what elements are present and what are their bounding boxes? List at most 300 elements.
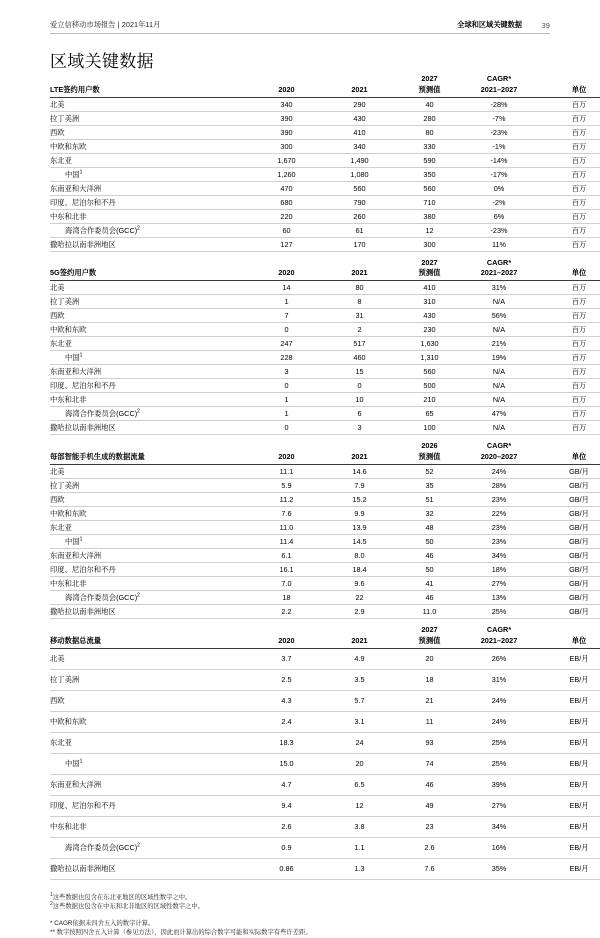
row-label: 撒哈拉以南非洲地区 [50, 237, 250, 251]
cell-unit: EB/月 [535, 816, 600, 837]
cell-cagr: -23% [463, 125, 535, 139]
cell-unit: 百万 [535, 351, 600, 365]
table-row [50, 139, 600, 153]
column-header-cagr-range: 2020–2027 [463, 452, 535, 465]
cell-2021: 1.1 [323, 837, 396, 858]
cell-2020: 470 [250, 181, 323, 195]
column-header-2020: 2020 [250, 636, 323, 649]
cell-unit: 百万 [535, 281, 600, 295]
row-label: 中欧和东欧 [50, 323, 250, 337]
cagr-header: CAGR* [486, 625, 512, 635]
cell-cagr: -14% [463, 153, 535, 167]
table-row [50, 237, 600, 251]
cell-2021: 3.1 [323, 711, 396, 732]
row-label: 北美 [50, 648, 250, 669]
cell-2021: 5.7 [323, 690, 396, 711]
tables-container [50, 74, 589, 880]
table-row [50, 507, 600, 521]
row-label: 西欧 [50, 493, 250, 507]
cell-cagr: 23% [463, 521, 535, 535]
cell-2020: 4.7 [250, 774, 323, 795]
table-row [50, 648, 600, 669]
column-header-unit: 单位 [535, 268, 600, 281]
cell-cagr: -28% [463, 97, 535, 111]
row-label: 中欧和东欧 [50, 139, 250, 153]
cell-unit: EB/月 [535, 774, 600, 795]
column-header-2020: 2020 [250, 268, 323, 281]
cell-2021: 9.9 [323, 507, 396, 521]
cell-2021: 15 [323, 365, 396, 379]
column-header-forecast: 预测值 [396, 268, 463, 281]
cell-2020: 11.0 [250, 521, 323, 535]
cell-forecast: 11 [396, 711, 463, 732]
cell-unit: 百万 [535, 323, 600, 337]
cell-forecast: 46 [396, 591, 463, 605]
cell-forecast: 230 [396, 323, 463, 337]
cell-unit: EB/月 [535, 669, 600, 690]
cell-unit: 百万 [535, 365, 600, 379]
cell-forecast: 18 [396, 669, 463, 690]
cell-unit: GB/月 [535, 577, 600, 591]
footnote-2-text: 这些数据也包含在中东和北非地区的区域性数字之中。 [52, 903, 204, 911]
superheader-blank-unit [535, 625, 600, 636]
cell-cagr: 47% [463, 407, 535, 421]
table-row [50, 690, 600, 711]
cell-2021: 430 [323, 111, 396, 125]
cell-forecast: 710 [396, 195, 463, 209]
cell-unit: 百万 [535, 309, 600, 323]
table-row [50, 365, 600, 379]
table-row [50, 421, 600, 435]
cell-2021: 3 [323, 421, 396, 435]
row-label: 拉丁美洲 [50, 295, 250, 309]
footnote-1 [50, 893, 550, 903]
table-header [50, 441, 600, 464]
cell-2020: 2.5 [250, 669, 323, 690]
table-row [50, 774, 600, 795]
table-row [50, 732, 600, 753]
cell-forecast: 380 [396, 209, 463, 223]
cell-cagr: 34% [463, 816, 535, 837]
cell-unit: 百万 [535, 379, 600, 393]
running-header [50, 0, 550, 34]
row-label: 撒哈拉以南非洲地区 [50, 858, 250, 879]
row-label: 中国$^1$ [50, 167, 250, 181]
cell-cagr: 13% [463, 591, 535, 605]
table-row [50, 479, 600, 493]
table-body [50, 97, 600, 251]
cell-forecast: 74 [396, 753, 463, 774]
table-row [50, 337, 600, 351]
column-header-cagr-range: 2021–2027 [463, 85, 535, 98]
cell-unit: GB/月 [535, 493, 600, 507]
table-row [50, 521, 600, 535]
report-title: 爱立信移动市场报告 | 2021年11月 [50, 20, 161, 29]
cell-unit: 百万 [535, 337, 600, 351]
cell-2021: 260 [323, 209, 396, 223]
cell-cagr: 23% [463, 535, 535, 549]
column-header-category: LTE签约用户数 [50, 85, 250, 98]
cell-2021: 10 [323, 393, 396, 407]
table-row [50, 669, 600, 690]
table-header-row [50, 636, 600, 649]
cell-2020: 4.3 [250, 690, 323, 711]
table-header [50, 74, 600, 97]
table-row [50, 837, 600, 858]
cell-unit: GB/月 [535, 549, 600, 563]
cell-forecast: 48 [396, 521, 463, 535]
cell-2020: 1 [250, 393, 323, 407]
row-label: 东北亚 [50, 153, 250, 167]
cell-cagr: 27% [463, 795, 535, 816]
table-row [50, 711, 600, 732]
cell-2020: 6.1 [250, 549, 323, 563]
table-superheader-row [50, 258, 600, 269]
cell-unit: 百万 [535, 421, 600, 435]
section-title: 全球和区域关键数据 [457, 20, 522, 29]
footnote-1-text: 这些数据也包含在东北亚地区的区域性数字之中。 [52, 893, 192, 901]
table-body [50, 281, 600, 435]
cell-forecast: 50 [396, 563, 463, 577]
table-header [50, 258, 600, 281]
table-row [50, 111, 600, 125]
table-total-mobile-data-traffic [50, 625, 600, 880]
table-row [50, 281, 600, 295]
row-label: 东北亚 [50, 337, 250, 351]
cell-2020: 390 [250, 111, 323, 125]
row-label: 东南亚和大洋洲 [50, 774, 250, 795]
cell-unit: EB/月 [535, 648, 600, 669]
cell-2020: 11.4 [250, 535, 323, 549]
cell-2020: 7 [250, 309, 323, 323]
table-row [50, 465, 600, 479]
cell-forecast: 1,310 [396, 351, 463, 365]
cell-2021: 410 [323, 125, 396, 139]
row-label: 印度、尼泊尔和不丹 [50, 795, 250, 816]
cell-unit: GB/月 [535, 521, 600, 535]
table-superheader-row [50, 625, 600, 636]
cell-2021: 8 [323, 295, 396, 309]
cell-cagr: 0% [463, 181, 535, 195]
cell-unit: GB/月 [535, 591, 600, 605]
column-header-category: 5G签约用户数 [50, 268, 250, 281]
table-header-row [50, 452, 600, 465]
row-label: 东北亚 [50, 732, 250, 753]
cell-forecast: 46 [396, 774, 463, 795]
cell-2020: 680 [250, 195, 323, 209]
cell-cagr: 39% [463, 774, 535, 795]
cell-forecast: 310 [396, 295, 463, 309]
row-label: 中东和北非 [50, 209, 250, 223]
cell-forecast: 20 [396, 648, 463, 669]
cell-cagr: 11% [463, 237, 535, 251]
table-row [50, 379, 600, 393]
table-row [50, 753, 600, 774]
cagr-header: CAGR* [486, 74, 512, 83]
table-row [50, 858, 600, 879]
cell-unit: 百万 [535, 407, 600, 421]
cell-unit: GB/月 [535, 507, 600, 521]
page-number: 39 [541, 21, 550, 30]
cell-unit: EB/月 [535, 690, 600, 711]
cell-2020: 340 [250, 97, 323, 111]
cell-2021: 340 [323, 139, 396, 153]
row-footnote-marker: 1 [79, 536, 83, 543]
superheader-blank-unit [535, 74, 600, 85]
table-body [50, 465, 600, 619]
cell-2021: 20 [323, 753, 396, 774]
cell-unit: 百万 [535, 97, 600, 111]
row-label: 中东和北非 [50, 816, 250, 837]
cell-2020: 300 [250, 139, 323, 153]
cell-2021: 7.9 [323, 479, 396, 493]
page-title: 区域关键数据 [50, 52, 154, 71]
cell-forecast: 590 [396, 153, 463, 167]
footnotes [50, 893, 550, 938]
table-row [50, 535, 600, 549]
cell-2021: 1,490 [323, 153, 396, 167]
table-header-row [50, 85, 600, 98]
table-row [50, 153, 600, 167]
cell-2020: 7.6 [250, 507, 323, 521]
column-header-category: 每部智能手机生成的数据流量 [50, 452, 250, 465]
cell-2020: 247 [250, 337, 323, 351]
row-label: 拉丁美洲 [50, 479, 250, 493]
cell-forecast: 2.6 [396, 837, 463, 858]
row-footnote-marker: 2 [137, 592, 140, 599]
cell-cagr: 21% [463, 337, 535, 351]
cell-cagr: 25% [463, 605, 535, 619]
row-label: 海湾合作委员会(GCC)$^2$ [50, 223, 250, 237]
cell-cagr: N/A [463, 379, 535, 393]
table-row [50, 195, 600, 209]
row-label: 拉丁美洲 [50, 111, 250, 125]
row-label: 海湾合作委员会(GCC)$^2$ [50, 407, 250, 421]
cell-2020: 0.9 [250, 837, 323, 858]
cell-unit: 百万 [535, 223, 600, 237]
cell-2020: 14 [250, 281, 323, 295]
table-row [50, 393, 600, 407]
table-superheader-row [50, 74, 600, 85]
cell-unit: EB/月 [535, 732, 600, 753]
table-row [50, 97, 600, 111]
cell-2020: 2.6 [250, 816, 323, 837]
cell-forecast: 40 [396, 97, 463, 111]
row-label: 西欧 [50, 309, 250, 323]
column-header-cagr-range: 2021–2027 [463, 268, 535, 281]
cell-2021: 22 [323, 591, 396, 605]
cell-unit: 百万 [535, 393, 600, 407]
cell-2020: 60 [250, 223, 323, 237]
cell-2021: 6.5 [323, 774, 396, 795]
table-row [50, 181, 600, 195]
cell-cagr: 25% [463, 753, 535, 774]
cell-2020: 1,260 [250, 167, 323, 181]
cell-forecast: 430 [396, 309, 463, 323]
cell-forecast: 35 [396, 479, 463, 493]
cell-forecast: 51 [396, 493, 463, 507]
cell-cagr: 24% [463, 690, 535, 711]
cell-2021: 1,080 [323, 167, 396, 181]
cell-cagr: -23% [463, 223, 535, 237]
footnote-star-2: ** 数字按照四舍五入计算（参见方法），因此而计算出的综合数字可能和实际数字有些许差距。 [50, 929, 312, 937]
cell-2021: 170 [323, 237, 396, 251]
cagr-header: CAGR* [486, 441, 512, 451]
cell-forecast: 100 [396, 421, 463, 435]
cell-forecast: 80 [396, 125, 463, 139]
row-footnote-marker: 1 [79, 758, 83, 765]
cell-2020: 390 [250, 125, 323, 139]
cell-cagr: 31% [463, 281, 535, 295]
cell-unit: EB/月 [535, 753, 600, 774]
running-header-right [457, 20, 550, 33]
row-label: 中欧和东欧 [50, 711, 250, 732]
cell-cagr: 18% [463, 563, 535, 577]
footnote-2-marker: 2 [50, 901, 53, 908]
cell-2021: 13.9 [323, 521, 396, 535]
row-label: 印度、尼泊尔和不丹 [50, 195, 250, 209]
cell-unit: 百万 [535, 111, 600, 125]
cell-2021: 80 [323, 281, 396, 295]
table-row [50, 223, 600, 237]
cell-2020: 15.0 [250, 753, 323, 774]
cell-unit: GB/月 [535, 479, 600, 493]
cell-2020: 1 [250, 295, 323, 309]
cell-cagr: N/A [463, 365, 535, 379]
cell-unit: GB/月 [535, 563, 600, 577]
row-label: 中欧和东欧 [50, 507, 250, 521]
column-header-unit: 单位 [535, 452, 600, 465]
cell-cagr: N/A [463, 421, 535, 435]
cell-2020: 3 [250, 365, 323, 379]
cell-2021: 14.6 [323, 465, 396, 479]
cell-cagr: 24% [463, 465, 535, 479]
cell-cagr: 24% [463, 711, 535, 732]
cell-2020: 16.1 [250, 563, 323, 577]
cell-forecast: 500 [396, 379, 463, 393]
cell-2020: 220 [250, 209, 323, 223]
cell-2021: 24 [323, 732, 396, 753]
cell-cagr: 26% [463, 648, 535, 669]
footnote-1-marker: 1 [50, 891, 53, 898]
column-header-category: 移动数据总流量 [50, 636, 250, 649]
cell-2020: 9.4 [250, 795, 323, 816]
cell-forecast: 7.6 [396, 858, 463, 879]
cell-2020: 3.7 [250, 648, 323, 669]
cell-2021: 6 [323, 407, 396, 421]
superheader-blank-label [50, 258, 396, 269]
column-header-2020: 2020 [250, 85, 323, 98]
row-label: 中国$^1$ [50, 535, 250, 549]
cell-2021: 1.3 [323, 858, 396, 879]
superheader-blank-label [50, 441, 396, 452]
cell-2021: 517 [323, 337, 396, 351]
cell-cagr: 19% [463, 351, 535, 365]
cell-cagr: 6% [463, 209, 535, 223]
superheader-blank-label [50, 74, 396, 85]
table-superheader-row [50, 441, 600, 452]
row-label: 中国$^1$ [50, 351, 250, 365]
column-header-forecast: 预测值 [396, 85, 463, 98]
cagr-header: CAGR* [486, 257, 512, 267]
cell-cagr: 25% [463, 732, 535, 753]
table-lte-subscriptions [50, 74, 600, 252]
table-row [50, 351, 600, 365]
row-label: 中国$^1$ [50, 753, 250, 774]
cell-2021: 290 [323, 97, 396, 111]
cell-2020: 18 [250, 591, 323, 605]
cell-cagr: 35% [463, 858, 535, 879]
table-row [50, 125, 600, 139]
cell-cagr: 16% [463, 837, 535, 858]
row-label: 东南亚和大洋洲 [50, 365, 250, 379]
row-label: 中东和北非 [50, 393, 250, 407]
table-row [50, 323, 600, 337]
cell-2021: 2.9 [323, 605, 396, 619]
table-row [50, 591, 600, 605]
cell-unit: 百万 [535, 295, 600, 309]
cell-2021: 12 [323, 795, 396, 816]
table-row [50, 795, 600, 816]
row-label: 撒哈拉以南非洲地区 [50, 421, 250, 435]
column-header-forecast: 预测值 [396, 636, 463, 649]
table-row [50, 816, 600, 837]
row-label: 拉丁美洲 [50, 669, 250, 690]
column-header-unit: 单位 [535, 85, 600, 98]
cell-2021: 31 [323, 309, 396, 323]
cell-2021: 790 [323, 195, 396, 209]
cell-2021: 61 [323, 223, 396, 237]
cell-forecast: 330 [396, 139, 463, 153]
row-label: 东南亚和大洋洲 [50, 181, 250, 195]
cell-cagr: N/A [463, 323, 535, 337]
cell-unit: 百万 [535, 125, 600, 139]
superheader-blank-label [50, 625, 396, 636]
column-header-cagr-range: 2021–2027 [463, 636, 535, 649]
cell-2021: 2 [323, 323, 396, 337]
cell-cagr: 23% [463, 493, 535, 507]
cell-2020: 7.0 [250, 577, 323, 591]
cell-cagr: 31% [463, 669, 535, 690]
cell-2020: 0.86 [250, 858, 323, 879]
cell-forecast: 1,630 [396, 337, 463, 351]
cell-forecast: 41 [396, 577, 463, 591]
column-header-2020: 2020 [250, 452, 323, 465]
cell-2021: 460 [323, 351, 396, 365]
cell-unit: EB/月 [535, 795, 600, 816]
cell-2020: 2.4 [250, 711, 323, 732]
footnote-star-1: * CAGR依据未四舍五入的数字计算。 [50, 919, 155, 927]
cell-2021: 3.8 [323, 816, 396, 837]
cell-forecast: 12 [396, 223, 463, 237]
column-header-2021: 2021 [323, 268, 396, 281]
superheader-blank-unit [535, 441, 600, 452]
cell-cagr: 27% [463, 577, 535, 591]
column-header-forecast: 预测值 [396, 452, 463, 465]
table-row [50, 577, 600, 591]
cell-cagr: 56% [463, 309, 535, 323]
cell-2020: 0 [250, 323, 323, 337]
row-label: 印度、尼泊尔和不丹 [50, 563, 250, 577]
cell-cagr: 22% [463, 507, 535, 521]
table-row [50, 549, 600, 563]
cell-cagr: N/A [463, 295, 535, 309]
cell-unit: GB/月 [535, 465, 600, 479]
cell-unit: 百万 [535, 139, 600, 153]
column-header-unit: 单位 [535, 636, 600, 649]
cell-forecast: 32 [396, 507, 463, 521]
cell-unit: 百万 [535, 153, 600, 167]
